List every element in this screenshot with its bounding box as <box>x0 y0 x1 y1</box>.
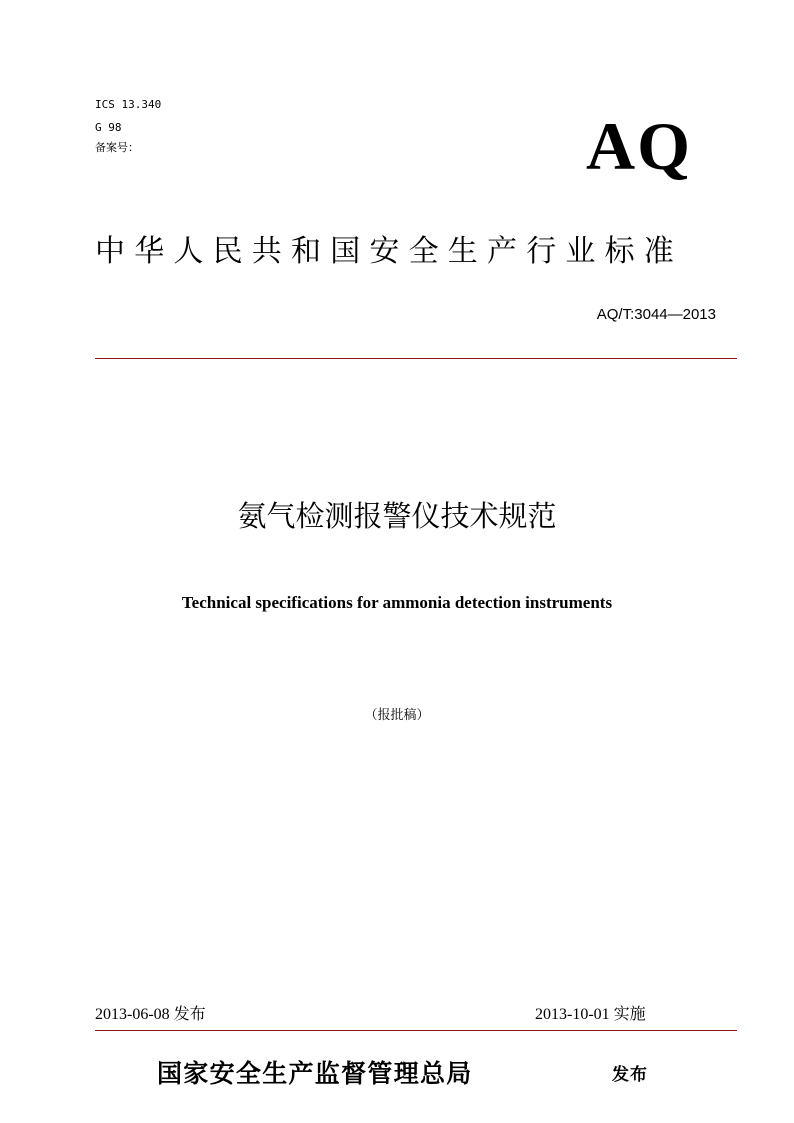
standard-title: 中华人民共和国安全生产行业标准 <box>95 234 683 269</box>
document-title-cn: 氨气检测报警仪技术规范 <box>237 499 557 533</box>
draft-status: （报批稿） <box>364 708 430 723</box>
ics-code: ICS 13.340 <box>95 98 162 111</box>
top-divider <box>95 358 737 359</box>
classification-code: G 98 <box>95 121 122 134</box>
document-title-en: Technical specifications for ammonia detection instruments <box>181 593 613 612</box>
bottom-divider <box>95 1030 737 1031</box>
aq-logo: AQ <box>586 108 692 184</box>
implementation-date: 2013-10-01 实施 <box>535 1006 646 1023</box>
record-number-label: 备案号： <box>95 141 139 154</box>
publish-label: 发布 <box>612 1065 648 1085</box>
issuing-authority: 国家安全生产监督管理总局 <box>157 1059 473 1088</box>
standard-code: AQ/T:3044—2013 <box>596 306 716 323</box>
issue-date: 2013-06-08 发布 <box>95 1006 206 1023</box>
